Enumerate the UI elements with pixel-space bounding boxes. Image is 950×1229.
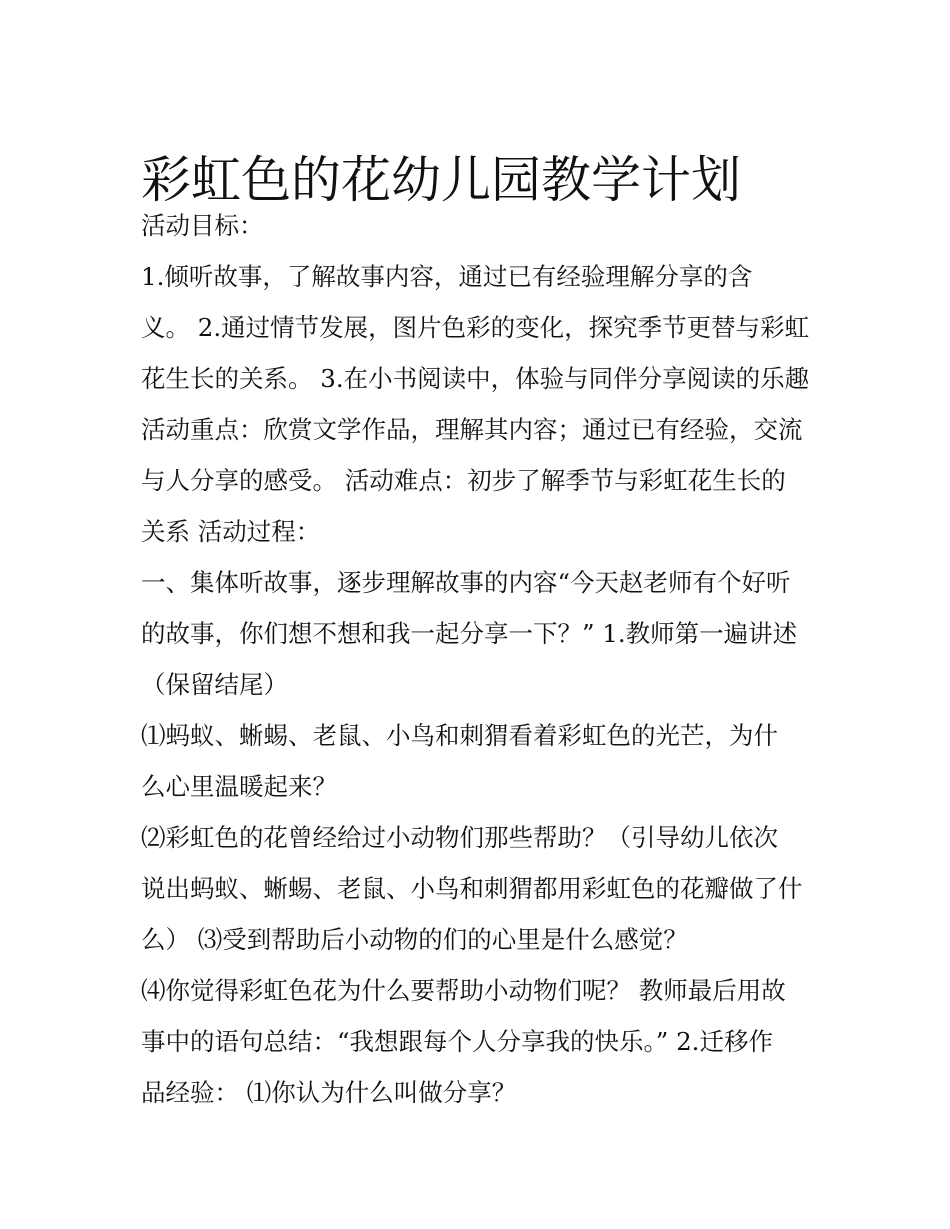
body-line-process-heading: 关系 活动过程：: [141, 517, 321, 546]
body-line-activity-goals-heading: 活动目标：: [141, 211, 264, 240]
body-line-key-points: 活动重点：欣赏文学作品，理解其内容；通过已有经验，交流: [141, 415, 803, 444]
body-line-question-2-cont: 说出蚂蚁、蜥蜴、老鼠、小鸟和刺猬都用彩虹色的花瓣做了什: [141, 874, 803, 903]
body-line-question-1-cont: 么心里温暖起来？: [141, 772, 337, 801]
body-line-goal-1: 1.倾听故事，了解故事内容，通过已有经验理解分享的含: [141, 262, 753, 291]
document-body: [141, 200, 821, 1118]
body-line-question-2: ⑵彩虹色的花曾经给过小动物们那些帮助？（引导幼儿依次: [141, 823, 778, 852]
body-line-summary: 事中的语句总结：“我想跟每个人分享我的快乐。” 2.迁移作: [141, 1027, 773, 1056]
body-line-transfer-experience: 品经验： ⑴你认为什么叫做分享？: [141, 1078, 517, 1107]
body-line-question-4: ⑷你觉得彩虹色花为什么要帮助小动物们呢？ 教师最后用故: [141, 976, 786, 1005]
body-line-keep-ending: （保留结尾）: [141, 670, 288, 699]
body-line-difficulties: 与人分享的感受。 活动难点：初步了解季节与彩虹花生长的: [141, 466, 786, 495]
body-line-section-1: 一、集体听故事，逐步理解故事的内容“今天赵老师有个好听: [141, 568, 791, 597]
body-line-question-3: 么） ⑶受到帮助后小动物的们的心里是什么感觉？: [141, 925, 688, 954]
body-line-goal-3: 花生长的关系。 3.在小书阅读中，体验与同伴分享阅读的乐趣: [141, 364, 810, 393]
document-title: 彩虹色的花幼儿园教学计划: [141, 150, 741, 209]
body-line-question-1: ⑴蚂蚁、蜥蜴、老鼠、小鸟和刺猬看着彩虹色的光芒，为什: [141, 721, 778, 750]
body-line-goal-2: 义。 2.通过情节发展，图片色彩的变化，探究季节更替与彩虹: [141, 313, 810, 342]
body-line-section-1-cont: 的故事，你们想不想和我一起分享一下？” 1.教师第一遍讲述: [141, 619, 798, 648]
